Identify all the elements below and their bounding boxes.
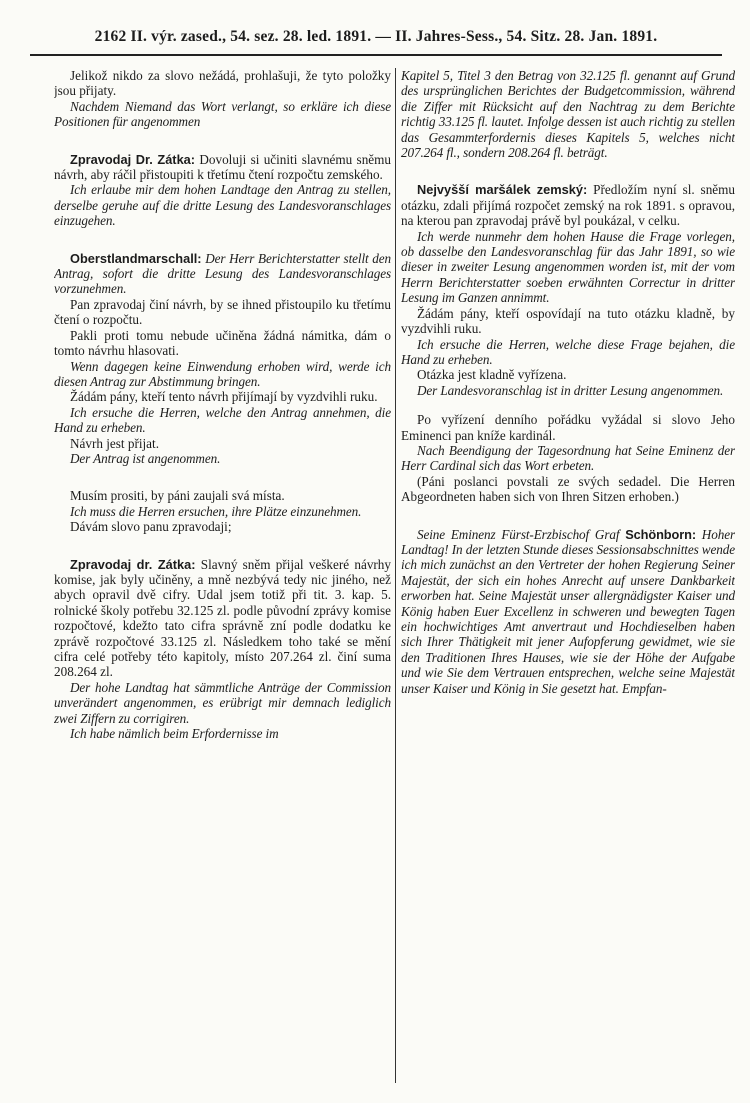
speaker-name: Zpravodaj Dr. Zátka: [70,151,196,167]
paragraph: Ich werde nunmehr dem hohen Hause die Frage vorlegen, ob dasselbe den Landesvoranschlag für das Jahr 1891, so wie dieser in zweiter Lesung angenommen worden ist, mit der vom Herrn Berichterstatter soeben erwähnten Correctur in dritter Lesung im Ganzen annimmt. [401,228,735,306]
paragraph: Po vyřízení denního pořádku vyžádal si slovo Jeho Eminenci pan kníže kardinál. [401,412,735,443]
paragraph: (Páni poslanci povstali ze svých sedadel. Die Herren Abgeordneten haben sich von Ihren Sitzen erhoben.) [401,473,735,505]
paragraph: Kapitel 5, Titel 3 den Betrag von 32.125 fl. genannt auf Grund des ursprünglichen Berichtes der Budgetcommission, während die Ziffer mit Rücksicht auf den Nachtrag zu dem Berichte richtig 33.125 fl. lautet. Infolge dessen ist auch richtig zu stellen das Gesammterfordernis dieses Kapitels 5, welches nicht 207.264 fl., sondern 208.264 fl. beträgt. [401,68,735,161]
speech-text: Předložím nyní sl. sněmu otázku, zdali přijímá rozpočet zemský na rok 1891. s opravou, na kterou pan zpravodaj právě byl poukázal, v celku. [401,182,735,229]
speaker-name: Nejvyšší maršálek zemský: [417,182,588,198]
left-column [54,68,391,1083]
speech-text: Hoher Landtag! In der letzten Stunde dieses Sessionsabschnittes wende ich mich zunächst an den Vertreter der hohen Regierung Seiner Majestät, der sich ein hohes Anrecht auf unsere Dankbarkeit erworben hat. Seine Majestät unser allergnädigster Kaiser und König haben Euer Excellenz in schweren und bewegten Tagen ein hochwichtiges Amt anvertraut und Hochdieselben haben sich Ihrer Thätigkeit mit jener Aufopferung gewidmet, wie sie den Traditionen Ihres Hauses, wie sie der Höhe der Aufgabe und wie Sie dem Vertrauen entsprechen, welche seine Majestät unser Kaiser und König in Sie gesetzt hat. Empfan- [401,526,735,696]
header-rule [30,54,722,56]
paragraph [401,527,735,696]
speech-text: Der Herr Berichterstatter stellt den Antrag, sofort die dritte Lesung des Landesvoranschlages vorzunehmen. [54,250,391,297]
paragraph [54,251,391,297]
paragraph: Ich muss die Herren ersuchen, ihre Plätze einzunehmen. [70,503,362,519]
paragraph: Nach Beendigung der Tagesordnung hat Seine Eminenz der Herr Cardinal sich das Wort erbeten. [401,442,735,474]
paragraph: Ich ersuche die Herren, welche den Antrag annehmen, die Hand zu erheben. [54,404,391,436]
speaker-name: Oberstlandmarschall: [70,250,202,266]
paragraph: Ich habe nämlich beim Erfordernisse im [70,726,279,742]
paragraph: Der hohe Landtag hat sämmtliche Anträge der Commission unverändert angenommen, es erübrigt mir demnach lediglich zwei Ziffern zu corrigiren. [54,679,391,726]
speaker-name: Schönborn: [625,526,696,542]
paragraph: Ich ersuche die Herren, welche diese Frage bejahen, die Hand zu erheben. [401,336,735,367]
speaker-prefix: Seine Eminenz Fürst-Erzbischof Graf [417,526,620,542]
paragraph: Dávám slovo panu zpravodaji; [70,519,232,535]
speech-text: Dovoluji si učiniti slavnému sněmu návrh, aby ráčil přistoupiti k třetímu čtení rozpočtu zemského. [54,151,391,183]
right-column [401,68,735,1083]
paragraph: Pakli proti tomu nebude učiněna žádná námitka, dám o tomto návrhu hlasovati. [54,327,391,359]
paragraph: Der Landesvoranschlag ist in dritter Lesung angenommen. [417,382,724,398]
speaker-name: Zpravodaj dr. Zátka: [70,556,196,572]
paragraph: Der Antrag ist angenommen. [70,450,221,466]
paragraph [54,152,391,183]
paragraph: Návrh jest přijat. [70,435,159,451]
column-divider [395,68,396,1083]
paragraph: Žádám pány, kteří ospovídají na tuto otázku kladně, by vyzdvihli ruku. [401,305,735,337]
speech-text: Slavný sněm přijal veškeré návrhy komise, jak byly učiněny, a mně nezbývá tedy nic jiného, než abych opravil dvě cifry. Udal jsem totiž při tit. 3. kap. 5. rolnické školy potřebu 32.125 zl. podle původní zprávy komise rozpočtové, kdežto tato cifra správně zní podle dodatku ke zprávě rozpočtové 33.125 zl. Následkem toho také se mění cifra celé potřeby této kapitoly, místo 207.264 zl. činí suma 208.264 zl. [54,556,391,680]
paragraph [54,557,391,680]
paragraph [401,182,735,228]
paragraph: Wenn dagegen keine Einwendung erhoben wird, werde ich diesen Antrag zur Abstimmung bringen. [54,358,391,389]
paragraph: Jelikož nikdo za slovo nežádá, prohlašuji, že tyto položky jsou přijaty. [54,68,391,99]
paragraph: Ich erlaube mir dem hohen Landtage den Antrag zu stellen, derselbe geruhe auf die dritte Lesung des Landesvoranschlages einzugehen. [54,182,391,229]
page-header: 2162 II. výr. zased., 54. sez. 28. led. 1891. — II. Jahres-Sess., 54. Sitz. 28. Jan. 1891. [94,28,658,45]
paragraph: Žádám pány, kteří tento návrh přijímají by vyzdvihli ruku. [70,389,378,405]
paragraph: Musím prositi, by páni zaujali svá místa. [70,488,285,504]
paragraph: Pan zpravodaj činí návrh, by se ihned přistoupilo ku třetímu čtení o rozpočtu. [54,296,391,328]
paragraph: Nachdem Niemand das Wort verlangt, so erkläre ich diese Positionen für angenommen [54,98,391,130]
paragraph: Otázka jest kladně vyřízena. [417,367,567,383]
